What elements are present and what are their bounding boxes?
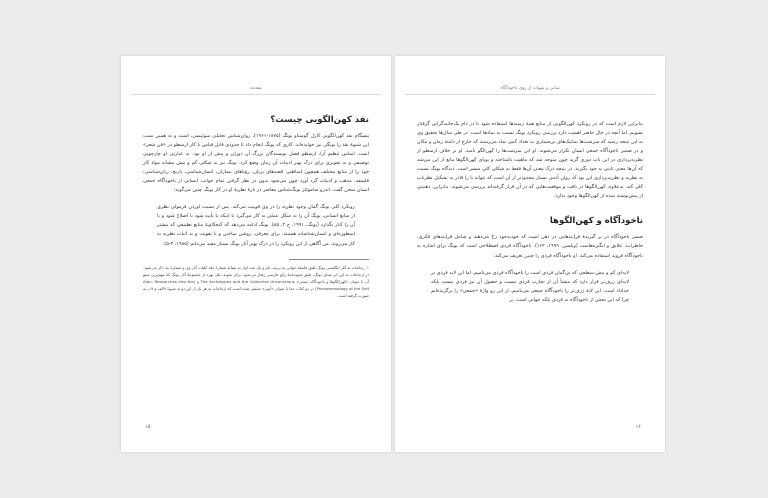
right-page: [395, 56, 665, 452]
section-heading: نقد کهن‌الگویی چیست؟: [270, 115, 369, 125]
page-number: ۱۶: [635, 424, 641, 430]
body-paragraph: بنابراین لازم است که در رویکرد کهن‌الگویی از منابع همهٔ زمینه‌ها استفاده شود تا در دام یک‌جانبه‌گرایی گرفتار نشویم. اما آنچه در حال حاضر اهمیت دارد بررسی رویکرد یونگ نسبت به نمادها است. در طی سال‌ها تحقیق وی به این نتیجه رسید که سرشت‌ها تماتیک‌های بی‌شماری به تعداد کمی نماد می‌رسند که خارج از دامنهٔ زمان و مکان و در ضمیر ناخودآگاه جمعی انسان تکرار می‌شوند. او این سرشت‌ها را کهن‌الگو نامید. او بر خلاف ارسطو از نظریه‌پردازی در این باب دوری گزید چون متوجه شد که ماهیت ناشناخته و پویای کهن‌الگوها مانع از این می‌شد که آن‌ها معنی ثابتی به خود بگیرند. در نتیجه درک معنی آن‌ها فقط به شکلی کلی میسر است. دیدگاه یونگ نسبت به نظریه و نظریه‌پردازی این بود که روان آدمی بسیار محدودتر از آن است که بتواند با را قادر به تشکیل نظریات کلی کند. به‌علاوه، کهن‌الگوها در بافت و موقعیت‌هایی که در آن قرار گرفته‌اند بررسی می‌شوند. بنابراین، ذهنیتی از پیش‌نوشته شده از کهن‌الگوها وجود ندارد.: [417, 121, 643, 200]
body-paragraph: ضمیر ناخودآگاه در بر گیرندهٔ فرایندهایی در ذهن است که خودبه‌خود رخ می‌دهند و شامل فرایندهای فکری، خاطرات، علایق و انگیزه‌هاست (ویلسن، ۱۹۹۹، ۱۶۲). ناخودآگاه فردی اصطلاحی است که یونگ برای اشاره به ناخودآگاه فروید استفاده می‌کند. او ناخودآگاه فردی را چنین تعریف می‌کند:: [417, 234, 643, 259]
body-paragraph: پیشگام نقد کهن‌الگویی کارل گوستاو یونگ (۱۸۷۵-۱۹۶۱)، روان‌شناس تحلیلی سوئیسی، است و به همین سبب این شیوهٔ نقد را یونگی نیز خوانده‌اند. کاری که یونگ انجام داد تا حدودی قابل قیاس با کار ارسطو در «فن شعر» است. اساس تنظیم آرا، ارسطو فصل نویسندگان بزرگ آن دوران و پیش از او بود. به عبارتی او چارچوبی توصیفی و نه تجویزی برای درک بهتر ادبیات آن زمان وضع کرد. یونگ نیز به شکلی کم و بیش مشابه مواد کار خود را از منابع مختلف همچون اساطیر، قصه‌های پریان، رؤیاهای بیماران، انسان‌شناسی، تاریخ، زبان‌شناسی، فلسفه، مذهب و ادبیات گرد آورد چون می‌شود بدون در نظر گرفتن تمام جوانب انسانی از ناخودآگاه جمعی انسان سخن گفت. اندرو ساموئلز یونگ‌شناس معاصر در بارهٔ نظریهٔ او در کار یونگ چنین می‌گوید:: [143, 133, 369, 194]
page-number: ۱۵: [145, 424, 151, 430]
running-head: مقدمه: [131, 86, 381, 95]
page-content: [143, 114, 369, 299]
running-head: مبانی و شهات از روی ناخودآگاه: [405, 86, 655, 95]
footnote-divider: [289, 259, 369, 260]
footnote: ۱. رجاعات به آثار انگلیسی یونگ طبق فاصله جهانی به ترتیب نام و یک عدد اول به نشانهٔ شمارهٔ جلد کلیات آثار وی و شمارهٔ بند ذکر می‌شود. در ارجاعات به این اثر مبنای یونگ، طبق شیوه‌نامهٔ رایج فارسی رفتار می‌شود. برای نمونه، نقل بهره از مجموعهٔ آثار یونگ که مهم‌ترین منبع آن با عنوان «کهن‌الگوها و ناخودآگاه جمعی» The Archetypes and the Collective Unconscious و (Aion: Researches into the Phenomenology of the Self) در دو کتاب جدا با عنوان «آیون» منتشر شده است که ارجاعات به هر یک از این دو به شیوهٔ ۹الف و ۹ب به صورت گرفته است.: [143, 264, 369, 298]
block-quote: لایه‌ای کم و بیش سطحی که بی‌گمان فردی است را ناخودآگاه فردی می‌نامیم. اما این لایه فردی بر لایه‌ای ژرف‌تر قرار دارد که منشأ آن از تجارب فردی نیست و حصول آن نیز فردی نیست بلکه خداداد است. این لایهٔ ژرف‌تر را ناخودآگاه جمعی می‌نامیم. از این رو واژهٔ «جمعی» را برگزیده‌ایم چرا که این بخش از ناخودآگاه نه فردی بلکه جهانی است. بر: [431, 269, 629, 303]
block-quote: روبکرد کلی یونگ گمان وجود نظریه را در وی قوییت می‌کند. پس از نسبت اوردن فرمولی نظری از منابع انسانی، یونگ آن را به شکل عملی به کار می‌گیرد تا اینکه یا تأیید شود یا اصلاح شود و یا آن را کنار بگذارد (یونگ، ۱۹۹۱، ج ۲، ۸۵). یونگ ادامه می‌دهد که کنجکاویهٔ منابع تطبیقی که بیشتر اسطوره‌ای و انسان‌شناسانه هستند، برای معرفی، روشن ساختن و یا تقویت و نه اثبات نظریه به کار می‌روند. من آگاهی از این رویکرد را در درک بهتر آثار یونگ بسیار مفید می‌دانم (۱۹۸۵، ۴-۵).: [157, 204, 355, 247]
page-content: [417, 120, 643, 311]
left-page: [121, 56, 391, 452]
section-heading: ناخودآگاه و کهن‌الگوها: [549, 216, 643, 227]
